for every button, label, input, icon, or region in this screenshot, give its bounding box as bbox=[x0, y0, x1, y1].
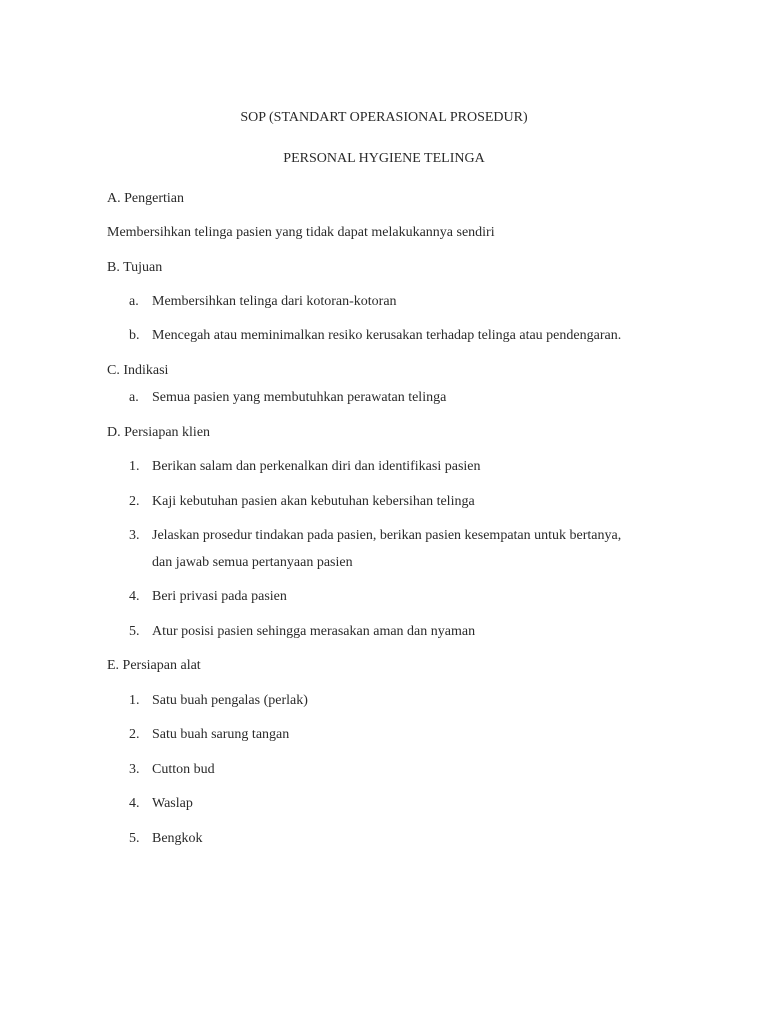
list-item-text: Kaji kebutuhan pasien akan kebutuhan kebersihan telinga bbox=[152, 494, 475, 509]
list-marker: a. bbox=[129, 390, 139, 405]
list-item-text: Bengkok bbox=[152, 831, 203, 846]
list-marker: 3. bbox=[129, 528, 140, 543]
list-item-text: Satu buah sarung tangan bbox=[152, 727, 290, 742]
list-marker: 2. bbox=[129, 727, 140, 742]
section-b-heading: B. Tujuan bbox=[107, 260, 163, 275]
section-a-heading: A. Pengertian bbox=[107, 191, 184, 206]
list-marker: 4. bbox=[129, 589, 140, 604]
list-item-text-continuation: dan jawab semua pertanyaan pasien bbox=[152, 555, 353, 570]
list-item-text: Semua pasien yang membutuhkan perawatan telinga bbox=[152, 390, 447, 405]
section-d-heading: D. Persiapan klien bbox=[107, 425, 211, 440]
section-c-heading: C. Indikasi bbox=[107, 363, 169, 378]
section-a-paragraph: Membersihkan telinga pasien yang tidak dapat melakukannya sendiri bbox=[107, 225, 495, 240]
list-item-text: Cutton bud bbox=[152, 762, 215, 777]
list-marker: a. bbox=[129, 294, 139, 309]
section-e-heading: E. Persiapan alat bbox=[107, 658, 201, 673]
list-marker: 3. bbox=[129, 762, 140, 777]
list-marker: 5. bbox=[129, 624, 140, 639]
list-item-text: Berikan salam dan perkenalkan diri dan identifikasi pasien bbox=[152, 459, 481, 474]
list-item-text: Beri privasi pada pasien bbox=[152, 589, 287, 604]
list-marker: b. bbox=[129, 328, 140, 343]
list-item-text: Membersihkan telinga dari kotoran-kotoran bbox=[152, 294, 397, 309]
list-marker: 1. bbox=[129, 459, 140, 474]
list-item-text: Waslap bbox=[152, 796, 193, 811]
list-marker: 5. bbox=[129, 831, 140, 846]
list-item-text: Jelaskan prosedur tindakan pada pasien, berikan pasien kesempatan untuk bertanya, bbox=[152, 528, 622, 543]
list-item-text: Mencegah atau meminimalkan resiko kerusakan terhadap telinga atau pendengaran. bbox=[152, 328, 622, 343]
document-title: SOP (STANDART OPERASIONAL PROSEDUR) bbox=[240, 110, 528, 125]
list-marker: 4. bbox=[129, 796, 140, 811]
list-marker: 1. bbox=[129, 693, 140, 708]
list-marker: 2. bbox=[129, 494, 140, 509]
list-item-text: Atur posisi pasien sehingga merasakan aman dan nyaman bbox=[152, 624, 476, 639]
list-item-text: Satu buah pengalas (perlak) bbox=[152, 693, 308, 708]
document-subtitle: PERSONAL HYGIENE TELINGA bbox=[283, 151, 485, 166]
